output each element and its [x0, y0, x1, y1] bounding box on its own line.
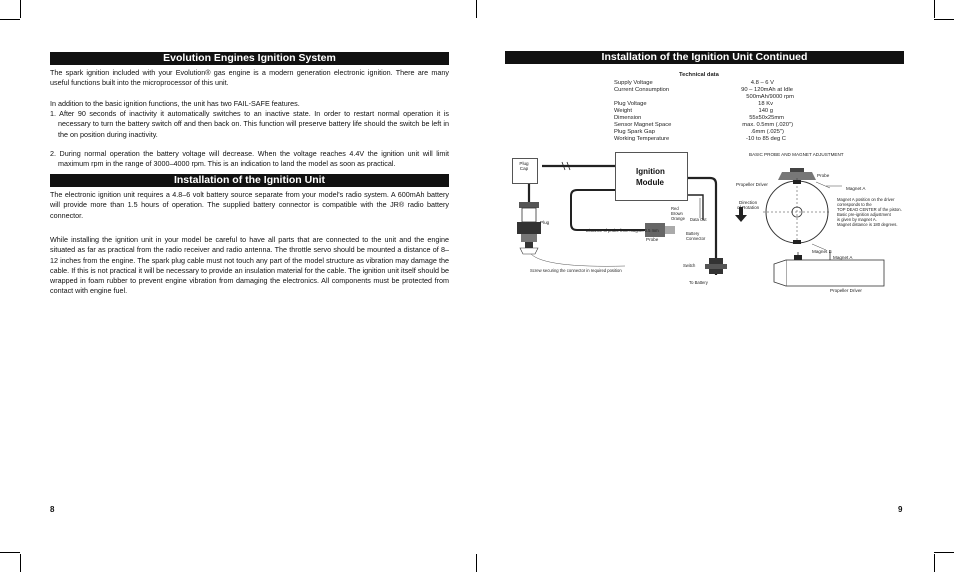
- magnet-a-top-label: Magnet A: [846, 186, 866, 191]
- tech-label: Working Temperature: [614, 136, 670, 142]
- tech-label: Dimension: [614, 115, 642, 121]
- magnet-a-top: [793, 180, 801, 184]
- spark-plug-icon: [517, 202, 541, 254]
- adjustment-diagram: [730, 160, 910, 300]
- crop-mark: [20, 554, 21, 572]
- magnet-note: Magnet A position on the driver corresponds to the TOP DEAD CENTER of the piston. Basic pre-ignition adjustment is given by magnet A. Magnet distance is 180 degrees.: [837, 197, 902, 227]
- magnet-b: [793, 240, 801, 244]
- install-paragraph-2: While installing the ignition unit in your model be careful to have all parts that are connected to the unit and the engine situated as far as practical from the radio receiver and radio antenna. The throttle servo should be mounted a distance of 8–12 inches from the engine. The spark plug cable must not touch any part of the model structure as vibration may damage the cable. If this is not practical it will be necessary to provide an insulation material for the cable. The ignition unit itself should be wrapped in foam rubber to prevent engine vibration from damaging the electronics. All components must be protected from contact with engine fuel.: [50, 235, 449, 296]
- crop-mark: [934, 19, 954, 20]
- crop-mark: [476, 554, 477, 572]
- failsafe-intro: In addition to the basic ignition functions, the unit has two FAIL-SAFE features.: [50, 99, 300, 108]
- tech-data-title: Technical data: [679, 72, 719, 78]
- tech-label: Current Consumption: [614, 87, 670, 93]
- tech-label: Weight: [614, 108, 632, 114]
- page-number-left: 8: [50, 505, 55, 514]
- probe-top-label: Probe: [817, 173, 830, 178]
- magnet-b-label: Magnet B: [812, 249, 832, 254]
- install-paragraph-1: The electronic ignition unit requires a 4.8–6 volt battery source separate from your model's radio system. A 600mAh battery will provide more than 1.5 hours of operation. The supplied battery connector is compatible with the JR® radio battery connector.: [50, 190, 449, 220]
- tech-value: .6mm (.025"): [750, 129, 784, 135]
- tech-value: 140 g: [758, 108, 773, 114]
- page-number-right: 9: [898, 505, 903, 514]
- section-title-installation-continued: Installation of the Ignition Unit Continued: [505, 51, 904, 64]
- tech-value: -10 to 85 deg C: [746, 136, 786, 142]
- ignition-module-label: Ignition Module: [636, 167, 665, 187]
- crop-mark: [20, 0, 21, 18]
- tech-value: max. 0.5mm (.020"): [742, 122, 793, 128]
- distance-note: Distance of probe from magnet 0.5 mm: [586, 228, 659, 233]
- crop-mark: [0, 552, 20, 553]
- direction-label: Direction of Rotation: [737, 200, 760, 211]
- tech-value: 90 – 120mAh at Idle: [741, 87, 793, 93]
- battery-connector-label: Battery Connector: [686, 231, 706, 241]
- tech-label: Plug Voltage: [614, 101, 647, 107]
- tech-value: 500mAh/9000 rpm: [746, 94, 794, 100]
- tech-label: Sensor Magnet Space: [614, 122, 672, 128]
- crop-mark: [0, 19, 20, 20]
- magnet-a-bottom-label: Magnet A: [833, 255, 853, 260]
- tech-value: 55x50x25mm: [749, 115, 784, 121]
- propeller-driver-top-label: Propeller Driver: [736, 182, 768, 187]
- section-title-installation: Installation of the Ignition Unit: [50, 174, 449, 187]
- crop-mark: [934, 554, 935, 572]
- section-title-ignition-system: Evolution Engines Ignition System: [50, 52, 449, 65]
- crop-mark: [934, 0, 935, 18]
- screw-note: Screw securing the connector in required position: [530, 268, 622, 273]
- switch-label: Switch: [683, 263, 696, 268]
- wire-colors-label: Red Brown Orange: [671, 206, 685, 221]
- propeller-driver-bottom-label: Propeller Driver: [830, 288, 862, 293]
- tech-label: Plug Spark Gap: [614, 129, 655, 135]
- tech-value: 4.8 – 6 V: [750, 80, 774, 86]
- crop-mark: [476, 0, 477, 18]
- plug-label: Plug: [540, 220, 550, 225]
- adjustment-title: BASIC PROBE AND MAGNET ADJUSTMENT: [749, 152, 844, 157]
- intro-paragraph: The spark ignition included with your Evolution® gas engine is a modern generation electronic ignition. There are many useful functions built into the microprocessor of this unit.: [50, 68, 449, 88]
- data-cut-label: Data Cut: [690, 217, 707, 222]
- to-battery-label: To Battery: [689, 280, 708, 285]
- tech-value: 18 Kv: [758, 101, 773, 107]
- crop-mark: [934, 552, 954, 553]
- probe-label: Probe: [646, 237, 659, 242]
- propeller-driver-side: [786, 260, 884, 286]
- plug-cap-label: Plug Cap: [519, 161, 529, 172]
- tech-label: Supply Voltage: [614, 80, 653, 86]
- failsafe-item-2: 2. During normal operation the battery voltage will decrease. When the voltage reaches 4.4V the ignition unit will limit maximum rpm in the range of 3000–4000 rpm. This is an indication to land the model as soon as practical.: [50, 149, 449, 169]
- failsafe-item-1: 1. After 90 seconds of inactivity it automatically switches to an inactive state. In order to restart normal operation it is necessary to turn the battery switch off and then back on. This function will preserve battery life should the switch be left in the on position during inactivity.: [50, 109, 449, 139]
